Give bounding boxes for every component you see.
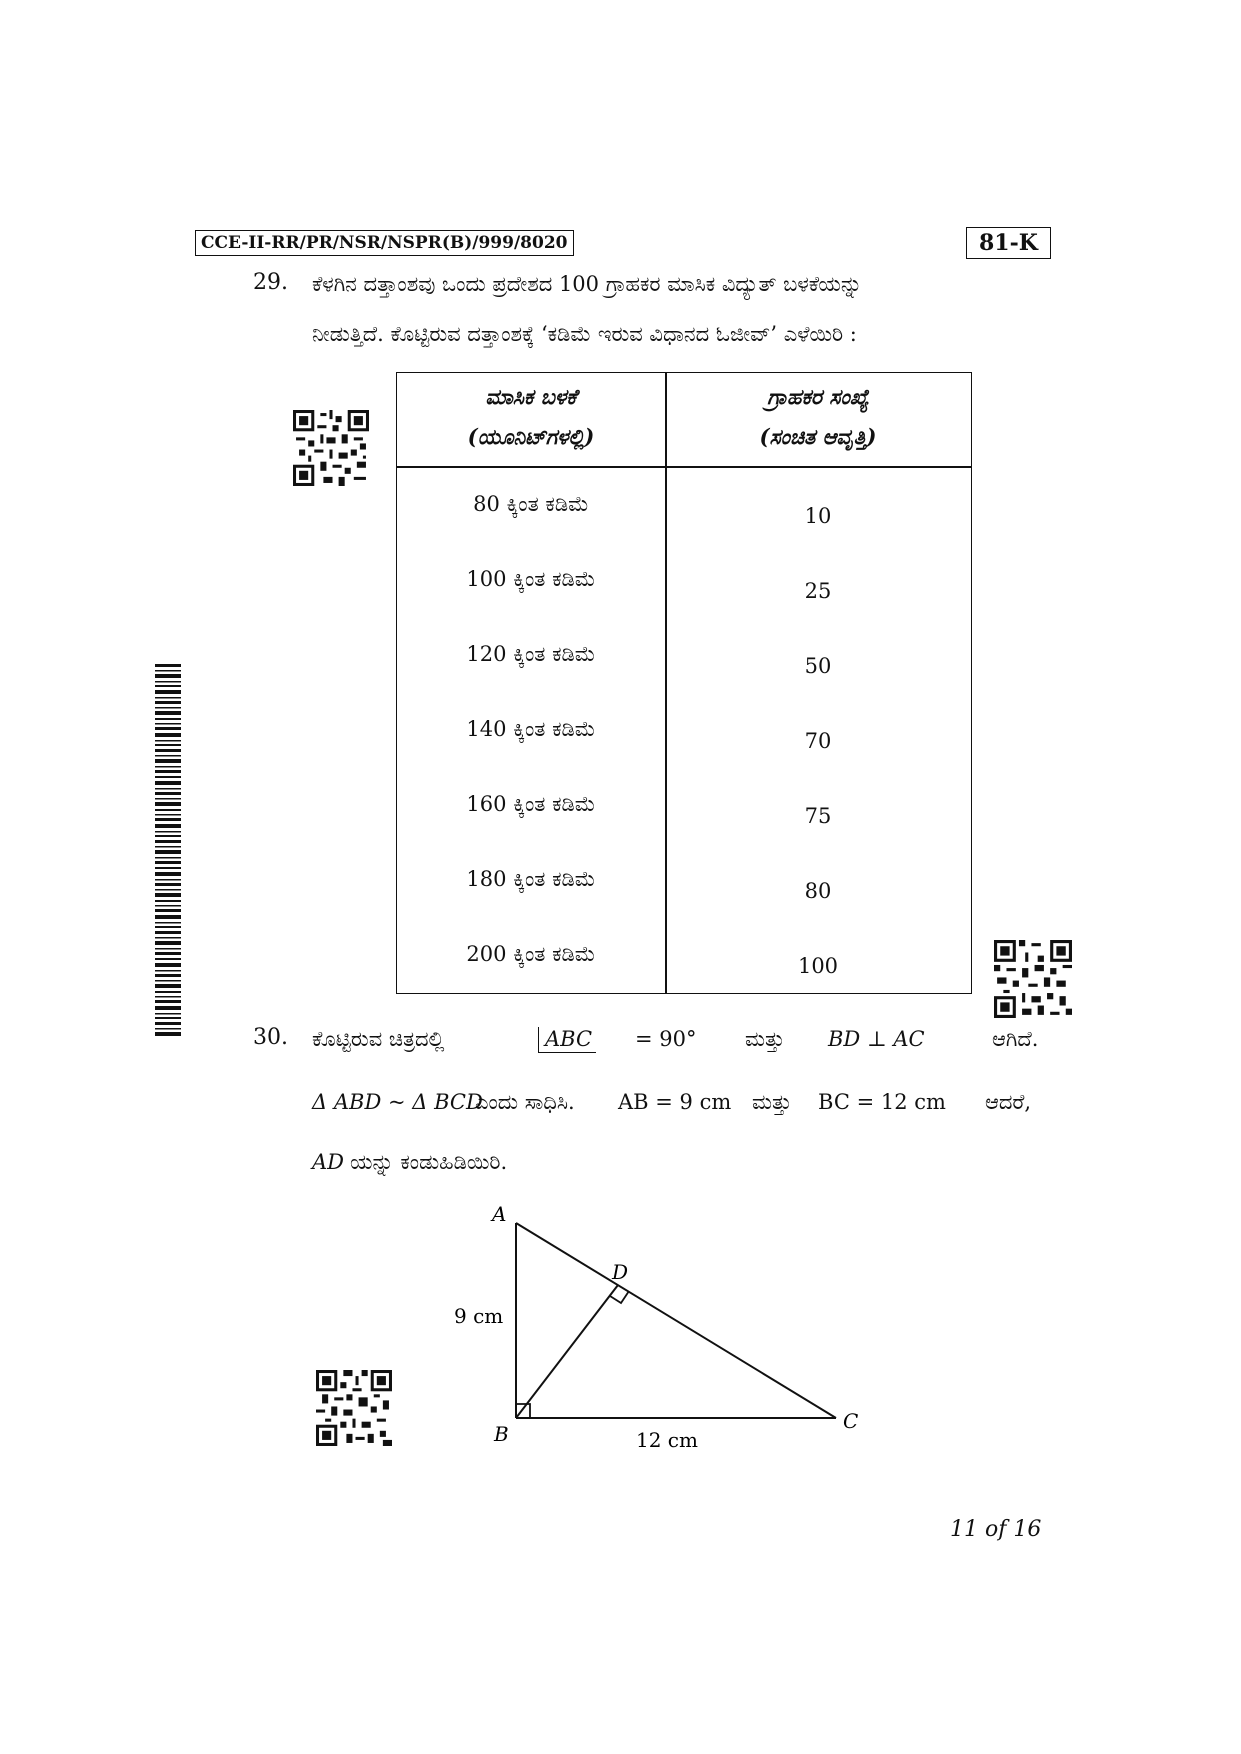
table-cell-usage: 80 ಕ್ಕಿಂತ ಕಡಿಮೆ <box>473 492 589 516</box>
table-cell-usage: 200 ಕ್ಕಿಂತ ಕಡಿಮೆ <box>466 942 596 966</box>
q30-line1-end: ಆಗಿದೆ. <box>992 1027 1039 1051</box>
segment-bd <box>516 1285 618 1418</box>
q29-number: 29. <box>253 270 288 295</box>
vertex-c-label: C <box>843 1409 859 1433</box>
table-cell-frequency: 75 <box>804 804 832 828</box>
page-number: 11 of 16 <box>950 1517 1042 1542</box>
barcode-icon <box>155 664 181 1036</box>
q29-line1: ಕೆಳಗಿನ ದತ್ತಾಂಶವು ಒಂದು ಪ್ರದೇಶದ 100 ಗ್ರಾಹಕರ ಮಾಸಿಕ ವಿದ್ಯುತ್ ಬಳಕೆಯನ್ನು <box>312 272 863 296</box>
q30-find-text: ಯನ್ನು ಕಂಡುಹಿಡಿಯಿರಿ. <box>350 1150 508 1174</box>
qr-code-icon <box>994 940 1072 1018</box>
vertex-d-label: D <box>612 1260 629 1284</box>
table-cell-frequency: 50 <box>804 654 832 678</box>
table-header-usage: ಮಾಸಿಕ ಬಳಕೆ <box>485 384 577 409</box>
table-header-usage-unit: (ಯೂನಿಟ್‌ಗಳಲ್ಲಿ) <box>467 424 595 449</box>
q30-ad: AD <box>312 1150 345 1174</box>
table-cell-usage: 180 ಕ್ಕಿಂತ ಕಡಿಮೆ <box>466 867 596 891</box>
q30-and-2: ಮತ್ತು <box>752 1090 792 1114</box>
qr-code-icon <box>293 410 369 486</box>
cumulative-frequency-table <box>396 372 972 994</box>
table-cell-frequency: 25 <box>804 579 832 603</box>
table-header-cumulative-frequency: (ಸಂಚಿತ ಆವೃತ್ತಿ) <box>759 424 877 449</box>
table-cell-usage: 100 ಕ್ಕಿಂತ ಕಡಿಮೆ <box>466 567 596 591</box>
q29-line2: ನೀಡುತ್ತಿದೆ. ಕೊಟ್ಟಿರುವ ದತ್ತಾಂಶಕ್ಕೆ ‘ಕಡಿಮೆ ಇರುವ ವಿಧಾನದ ಓಜೀವ್’ ಎಳೆಯಿರಿ : <box>312 322 857 346</box>
side-ac <box>516 1223 836 1418</box>
q30-and-1: ಮತ್ತು <box>745 1027 785 1051</box>
table-cell-frequency: 10 <box>804 504 832 528</box>
q30-bc-length: BC = 12 cm <box>818 1090 946 1114</box>
vertex-b-label: B <box>494 1422 509 1446</box>
side-ab-length: 9 cm <box>454 1304 504 1328</box>
q30-number: 30. <box>253 1025 288 1050</box>
q30-angle-abc <box>538 1025 596 1053</box>
q30-similarity: Δ ABD ~ Δ BCD <box>312 1090 483 1114</box>
vertex-a-label: A <box>492 1202 507 1226</box>
table-header-consumers: ಗ್ರಾಹಕರ ಸಂಖ್ಯೆ <box>767 384 869 409</box>
table-cell-usage: 140 ಕ್ಕಿಂತ ಕಡಿಮೆ <box>466 717 596 741</box>
table-cell-frequency: 70 <box>804 729 832 753</box>
table-cell-frequency: 100 <box>797 954 839 978</box>
q30-angle-value: = 90° <box>635 1027 697 1051</box>
paper-code: CCE-II-RR/PR/NSR/NSPR(B)/999/8020 <box>195 230 574 256</box>
q30-line1-text: ಕೊಟ್ಟಿರುವ ಚಿತ್ರದಲ್ಲಿ <box>312 1027 445 1051</box>
side-bc-length: 12 cm <box>636 1428 698 1452</box>
q30-ab-length: AB = 9 cm <box>618 1090 732 1114</box>
angle-symbol: ABC <box>538 1027 596 1053</box>
triangle-figure <box>440 1195 870 1455</box>
table-cell-frequency: 80 <box>804 879 832 903</box>
q30-perpendicular: BD ⊥ AC <box>828 1027 925 1051</box>
q30-prove-text: ಎಂದು ಸಾಧಿಸಿ. <box>475 1090 575 1114</box>
q30-line2-end: ಆದರೆ, <box>985 1090 1032 1114</box>
paper-number: 81-K <box>966 227 1051 259</box>
qr-code-icon <box>316 1370 392 1446</box>
table-cell-usage: 120 ಕ್ಕಿಂತ ಕಡಿಮೆ <box>466 642 596 666</box>
table-header-divider <box>397 466 971 468</box>
table-cell-usage: 160 ಕ್ಕಿಂತ ಕಡಿಮೆ <box>466 792 596 816</box>
